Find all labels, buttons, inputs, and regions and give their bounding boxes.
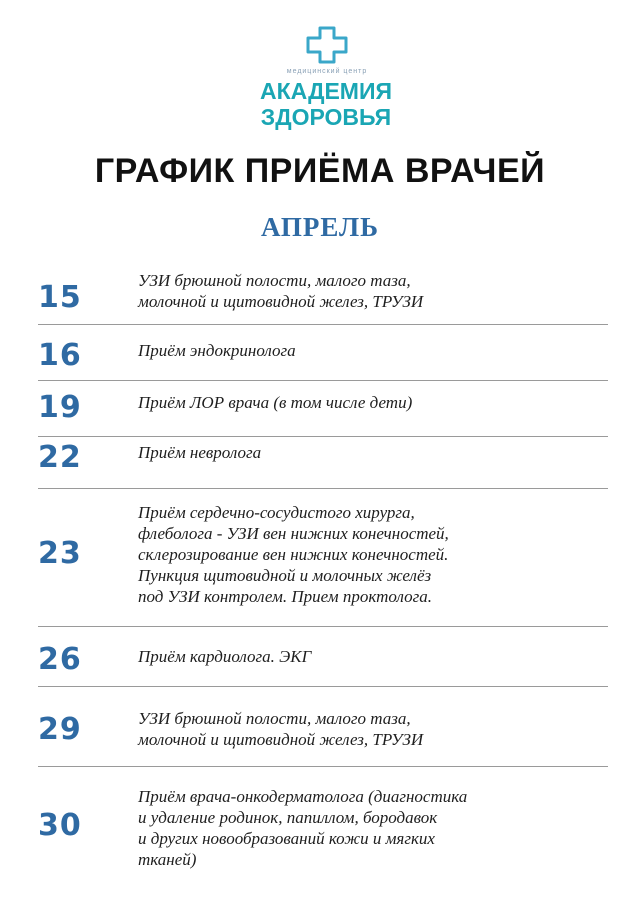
schedule-description <box>138 646 618 667</box>
description-line: под УЗИ контролем. Прием проктолога. <box>138 587 432 606</box>
schedule-description <box>138 340 618 361</box>
logo-tagline: медицинский центр <box>286 68 368 75</box>
schedule-description <box>138 786 618 870</box>
row-divider <box>38 766 608 767</box>
description-line: и других новообразований кожи и мягких <box>138 829 435 848</box>
row-divider <box>38 324 608 325</box>
description-line: УЗИ брюшной полости, малого таза, <box>138 709 411 728</box>
logo-name <box>240 78 412 130</box>
schedule-day: 29 <box>38 712 82 747</box>
logo-name-line2: ЗДОРОВЬЯ <box>260 104 392 130</box>
description-line: Приём ЛОР врача (в том числе дети) <box>138 393 413 412</box>
description-line: флеболога - УЗИ вен нижних конечностей, <box>138 524 449 543</box>
description-line: молочной и щитовидной желез, ТРУЗИ <box>138 730 424 749</box>
schedule-day: 16 <box>38 338 82 373</box>
row-divider <box>38 380 608 381</box>
description-line: Приём врача-онкодерматолога (диагностика <box>138 787 468 806</box>
description-line: Приём эндокринолога <box>138 341 296 360</box>
description-line: Приём невролога <box>138 443 262 462</box>
medical-cross-icon <box>306 26 348 64</box>
row-divider <box>38 686 608 687</box>
schedule-description <box>138 708 618 750</box>
schedule-day: 26 <box>38 642 82 677</box>
schedule-description <box>138 270 618 312</box>
row-divider <box>38 626 608 627</box>
month-heading: АПРЕЛЬ <box>261 212 379 242</box>
schedule-description <box>138 392 618 413</box>
description-line: Приём кардиолога. ЭКГ <box>138 647 312 666</box>
page-title: ГРАФИК ПРИЁМА ВРАЧЕЙ <box>94 152 546 190</box>
schedule-day: 23 <box>38 536 82 571</box>
schedule-description <box>138 502 618 607</box>
description-line: УЗИ брюшной полости, малого таза, <box>138 271 411 290</box>
schedule-day: 15 <box>38 280 82 315</box>
schedule-day: 22 <box>38 440 82 475</box>
description-line: тканей) <box>138 850 197 869</box>
row-divider <box>38 436 608 437</box>
schedule-day: 19 <box>38 390 82 425</box>
schedule-description <box>138 442 618 463</box>
description-line: склерозирование вен нижних конечностей. <box>138 545 449 564</box>
description-line: молочной и щитовидной желез, ТРУЗИ <box>138 292 424 311</box>
description-line: Приём сердечно-сосудистого хирурга, <box>138 503 415 522</box>
logo-name-line1: АКАДЕМИЯ <box>259 78 393 104</box>
row-divider <box>38 488 608 489</box>
schedule-day: 30 <box>38 808 82 843</box>
description-line: Пункция щитовидной и молочных желёз <box>138 566 432 585</box>
description-line: и удаление родинок, папиллом, бородавок <box>138 808 438 827</box>
